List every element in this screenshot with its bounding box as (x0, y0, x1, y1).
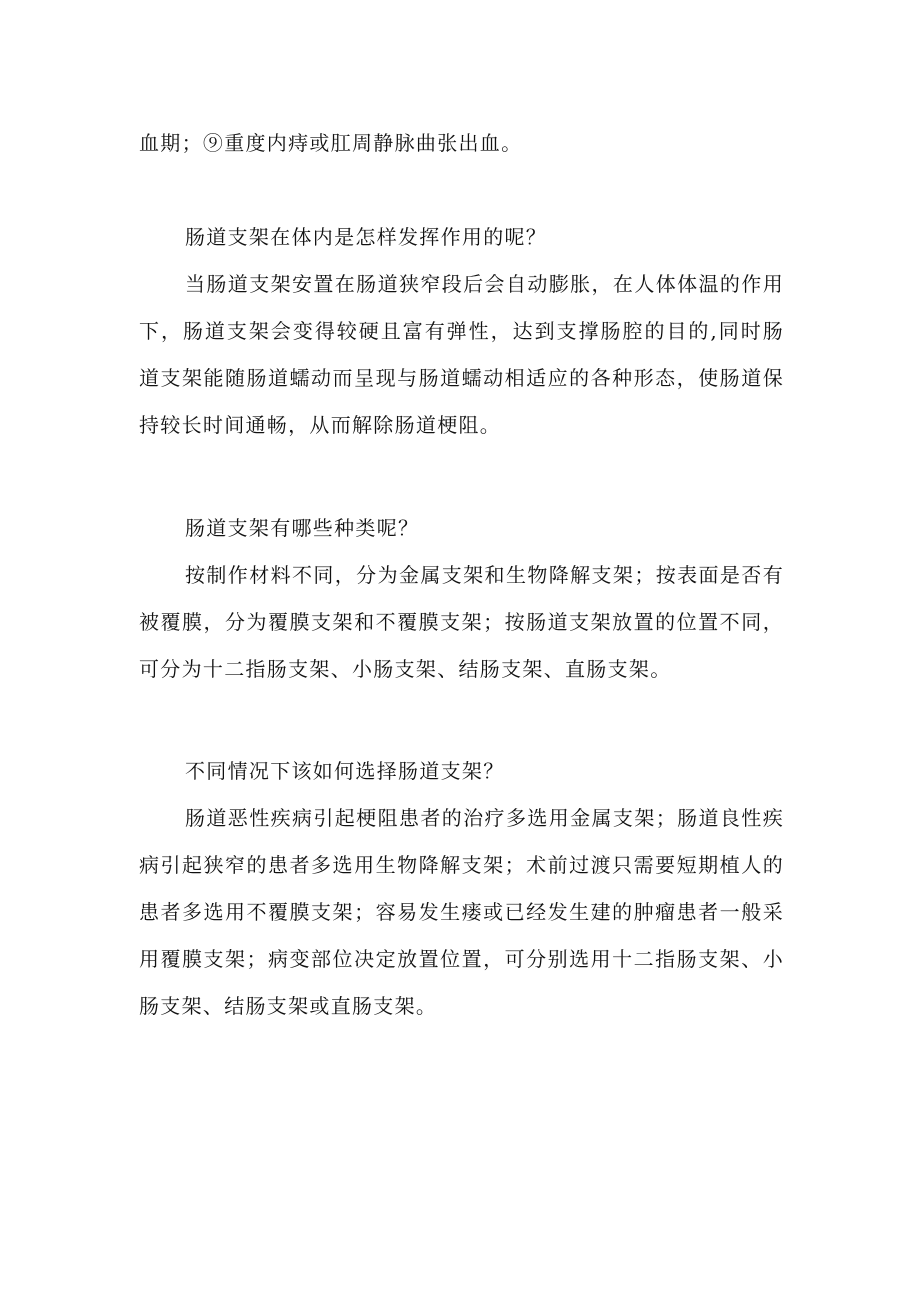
section-heading-types: 肠道支架有哪些种类呢？ (185, 516, 420, 540)
section-body-types: 按制作材料不同，分为金属支架和生物降解支架；按表面是否有被覆膜，分为覆膜支架和不覆膜支架；按肠道支架放置的位置不同，可分为十二指肠支架、小肠支架、结肠支架、直肠支架。 (139, 563, 784, 681)
section-heading-mechanism: 肠道支架在体内是怎样发挥作用的呢？ (185, 225, 548, 249)
section-body-mechanism: 当肠道支架安置在肠道狭窄段后会自动膨胀，在人体体温的作用下，肠道支架会变得较硬且富有弹性，达到支撑肠腔的目的,同时肠道支架能随肠道蠕动而呈现与肠道蠕动相适应的各种形态，使肠道保持较长时间通畅，从而解除肠道梗阻。 (139, 272, 784, 437)
continuation-paragraph: 血期；⑨重度内痔或肛周静脉曲张出血。 (139, 131, 523, 155)
section-body-selection: 肠道恶性疾病引起梗阻患者的治疗多选用金属支架；肠道良性疾病引起狭窄的患者多选用生物降解支架；术前过渡只需要短期植人的患者多选用不覆膜支架；容易发生瘘或已经发生建的肿瘤患者一般采用覆膜支架；病变部位决定放置位置，可分别选用十二指肠支架、小肠支架、结肠支架或直肠支架。 (139, 806, 784, 1018)
section-heading-selection: 不同情况下该如何选择肠道支架？ (185, 759, 505, 783)
